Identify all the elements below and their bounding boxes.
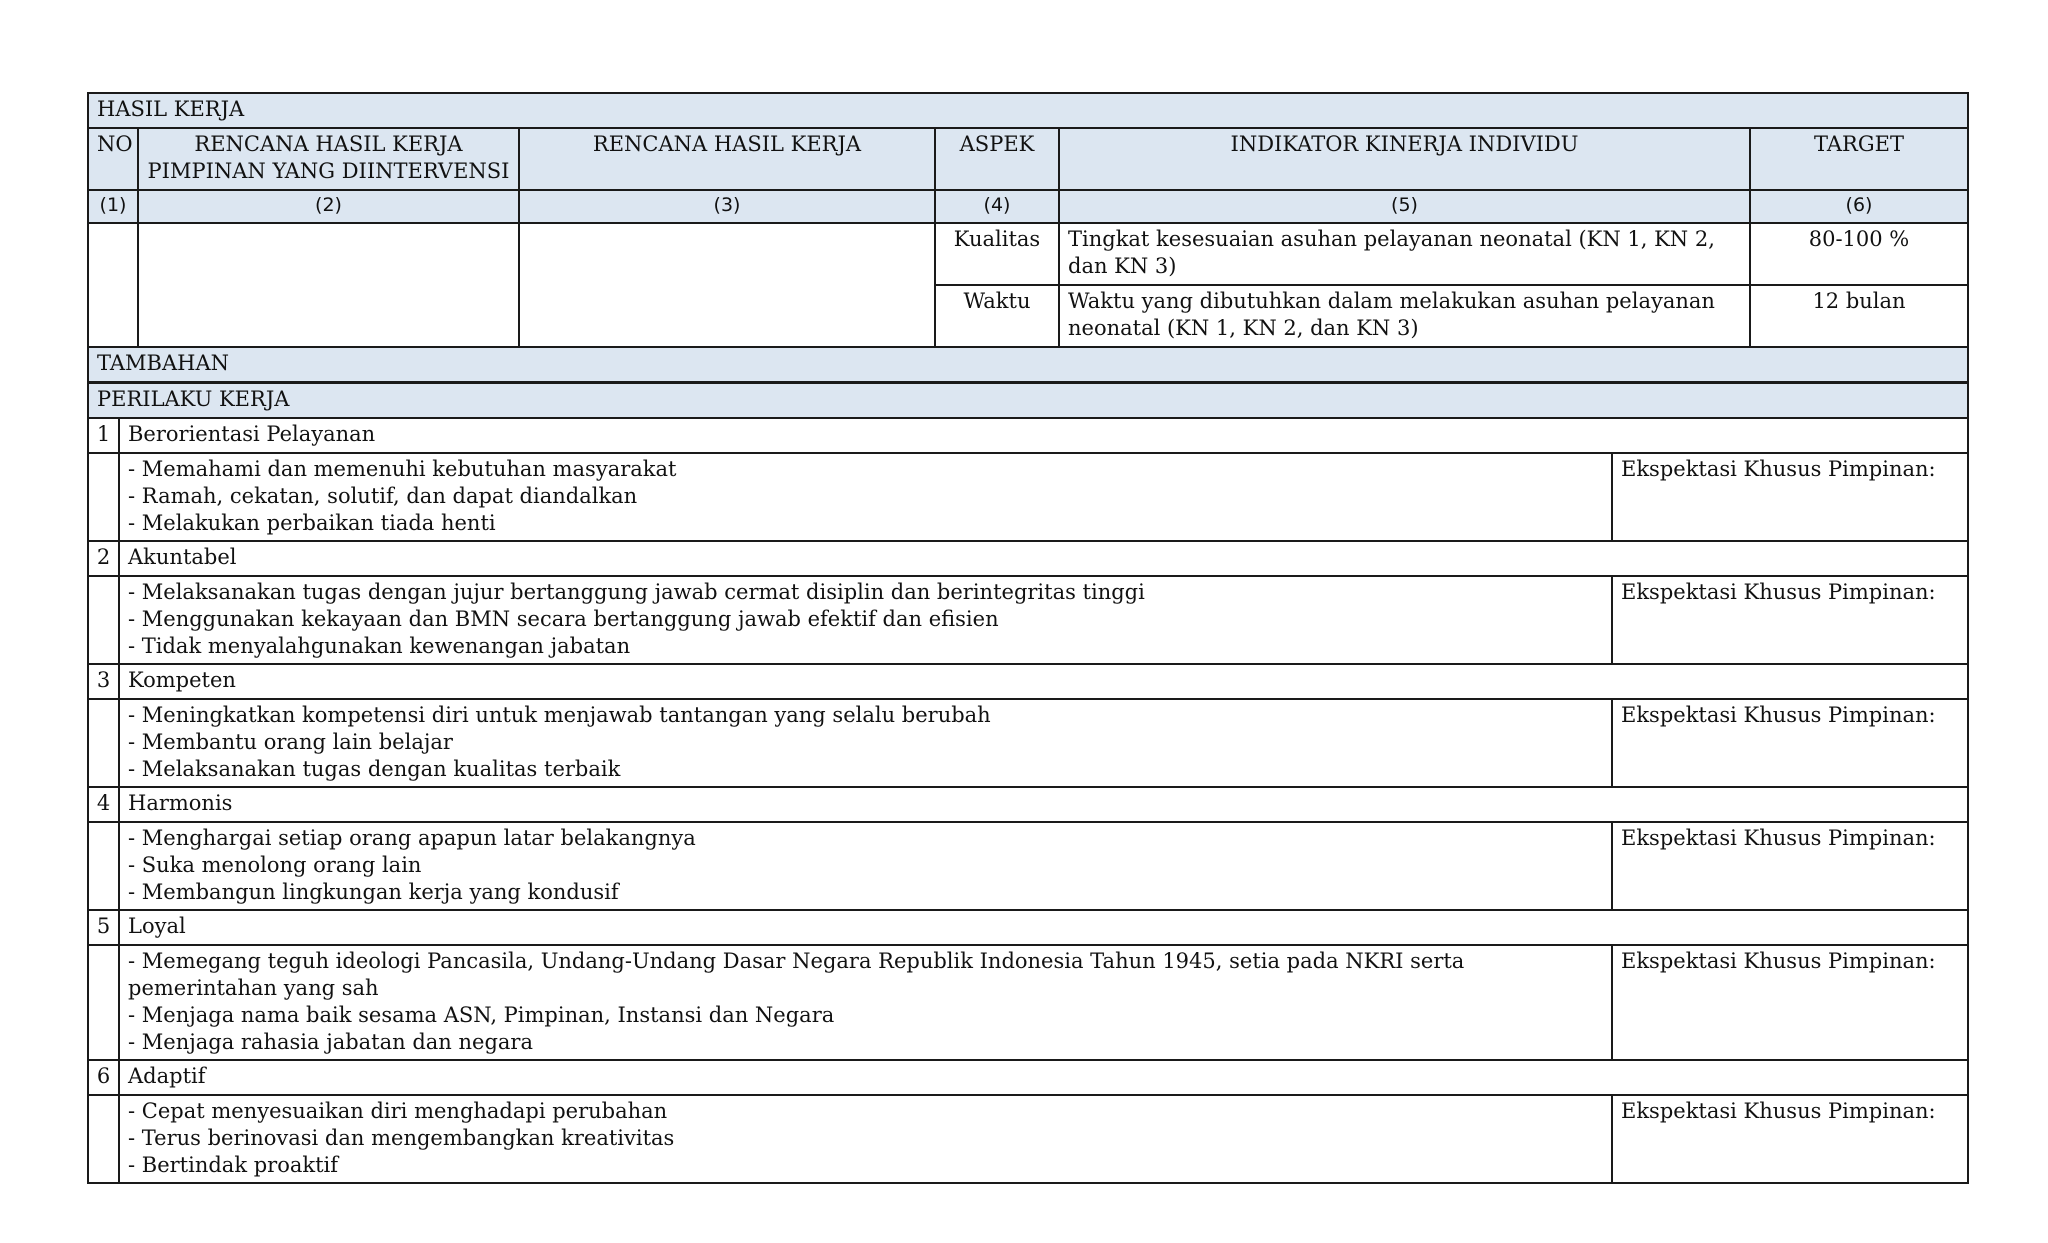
point-text: - Melaksanakan tugas dengan jujur bertanggung jawab cermat disiplin dan berintegritas tinggi [128, 580, 1145, 604]
list-item [88, 664, 1968, 699]
blank-cell [88, 699, 119, 787]
point-text: - Menjaga rahasia jabatan dan negara [128, 1030, 533, 1054]
item-number: 3 [88, 664, 119, 699]
expectation-label: Ekspektasi Khusus Pimpinan: [1612, 1095, 1968, 1183]
performance-form [87, 92, 1967, 1184]
point-text: - Membangun lingkungan kerja yang kondusif [128, 880, 619, 904]
item-name: Adaptif [119, 1060, 1968, 1095]
item-points [119, 576, 1612, 664]
item-points [119, 1095, 1612, 1183]
list-item [88, 541, 1968, 576]
point-text: - Suka menolong orang lain [128, 853, 422, 877]
header-no: NO [88, 128, 138, 190]
expectation-label: Ekspektasi Khusus Pimpinan: [1612, 945, 1968, 1060]
expectation-label: Ekspektasi Khusus Pimpinan: [1612, 699, 1968, 787]
point-text: - Memahami dan memenuhi kebutuhan masyarakat [128, 457, 677, 481]
item-name: Kompeten [119, 664, 1968, 699]
item-number: 6 [88, 1060, 119, 1095]
item-number: 5 [88, 910, 119, 945]
column-number: (2) [138, 190, 519, 223]
item-points [119, 822, 1612, 910]
perilaku-kerja-title: PERILAKU KERJA [88, 383, 1968, 419]
column-number: (3) [519, 190, 935, 223]
header-target: TARGET [1750, 128, 1968, 190]
point-text: - Terus berinovasi dan mengembangkan kreativitas [128, 1126, 675, 1150]
item-name: Loyal [119, 910, 1968, 945]
blank-cell [88, 453, 119, 541]
point-text: - Menghargai setiap orang apapun latar belakangnya [128, 826, 696, 850]
list-item [88, 1060, 1968, 1095]
point-text: - Ramah, cekatan, solutif, dan dapat diandalkan [128, 484, 638, 508]
list-item [88, 418, 1968, 453]
cell-target: 12 bulan [1750, 285, 1968, 347]
point-text: - Cepat menyesuaikan diri menghadapi perubahan [128, 1099, 668, 1123]
item-number: 2 [88, 541, 119, 576]
point-text: - Bertindak proaktif [128, 1153, 339, 1177]
item-points [119, 699, 1612, 787]
item-points [119, 453, 1612, 541]
item-name: Berorientasi Pelayanan [119, 418, 1968, 453]
header-indikator: INDIKATOR KINERJA INDIVIDU [1059, 128, 1750, 190]
blank-cell [88, 1095, 119, 1183]
header-aspek: ASPEK [935, 128, 1059, 190]
item-name: Harmonis [119, 787, 1968, 822]
point-text: - Melakukan perbaikan tiada henti [128, 511, 496, 535]
item-points [119, 945, 1612, 1060]
item-name: Akuntabel [119, 541, 1968, 576]
list-item-body [88, 576, 1968, 664]
list-item [88, 910, 1968, 945]
column-number: (4) [935, 190, 1059, 223]
point-text: - Meningkatkan kompetensi diri untuk menjawab tantangan yang selalu berubah [128, 703, 991, 727]
point-text: - Melaksanakan tugas dengan kualitas terbaik [128, 757, 621, 781]
list-item [88, 787, 1968, 822]
blank-cell [88, 945, 119, 1060]
point-text: - Menjaga nama baik sesama ASN, Pimpinan, Instansi dan Negara [128, 1003, 835, 1027]
cell-aspek: Waktu [935, 285, 1059, 347]
blank-cell [88, 576, 119, 664]
item-number: 4 [88, 787, 119, 822]
point-text: - Membantu orang lain belajar [128, 730, 453, 754]
column-number: (5) [1059, 190, 1750, 223]
cell-no [88, 223, 138, 347]
cell-indikator: Waktu yang dibutuhkan dalam melakukan asuhan pelayanan neonatal (KN 1, KN 2, dan KN 3) [1059, 285, 1750, 347]
column-number: (6) [1750, 190, 1968, 223]
point-text: - Tidak menyalahgunakan kewenangan jabatan [128, 634, 631, 658]
item-number: 1 [88, 418, 119, 453]
hasil-kerja-title: HASIL KERJA [88, 93, 1968, 128]
hasil-kerja-table [87, 92, 1969, 383]
cell-indikator: Tingkat kesesuaian asuhan pelayanan neonatal (KN 1, KN 2, dan KN 3) [1059, 223, 1750, 285]
list-item-body [88, 945, 1968, 1060]
cell-target: 80-100 % [1750, 223, 1968, 285]
expectation-label: Ekspektasi Khusus Pimpinan: [1612, 822, 1968, 910]
table-row [88, 223, 1968, 285]
header-rhk-pimpinan: RENCANA HASIL KERJA PIMPINAN YANG DIINTERVENSI [138, 128, 519, 190]
perilaku-kerja-table [87, 381, 1969, 1184]
cell-rhk [519, 223, 935, 347]
column-number: (1) [88, 190, 138, 223]
blank-cell [88, 822, 119, 910]
point-text: - Memegang teguh ideologi Pancasila, Undang-Undang Dasar Negara Republik Indonesia Tahun 1945, setia pada NKRI serta pemerintahan yang sah [128, 949, 1465, 1000]
point-text: - Menggunakan kekayaan dan BMN secara bertanggung jawab efektif dan efisien [128, 607, 999, 631]
expectation-label: Ekspektasi Khusus Pimpinan: [1612, 576, 1968, 664]
cell-aspek: Kualitas [935, 223, 1059, 285]
header-rhk: RENCANA HASIL KERJA [519, 128, 935, 190]
list-item-body [88, 699, 1968, 787]
list-item-body [88, 1095, 1968, 1183]
expectation-label: Ekspektasi Khusus Pimpinan: [1612, 453, 1968, 541]
list-item-body [88, 453, 1968, 541]
cell-rhk-pimpinan [138, 223, 519, 347]
tambahan-title: TAMBAHAN [88, 347, 1968, 382]
list-item-body [88, 822, 1968, 910]
